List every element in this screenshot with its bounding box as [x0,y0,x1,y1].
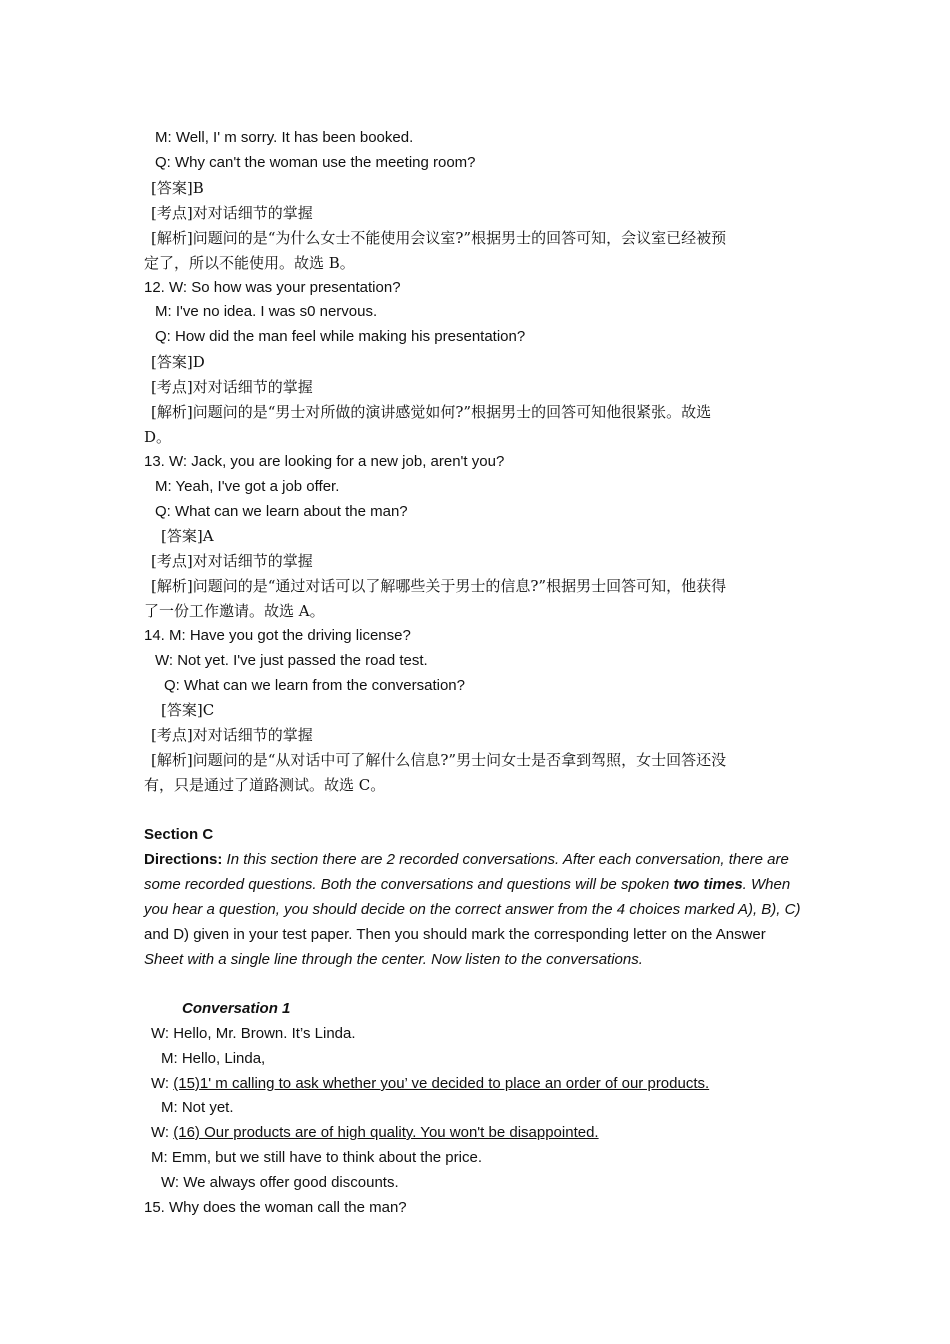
analysis-line: [解析]问题问的是“通过对话可以了解哪些关于男士的信息?”根据男士回答可知，他获得 [151,577,727,595]
dialogue-line: M: Yeah, I've got a job offer. [155,478,340,495]
answer-line: [答案]C [161,701,215,719]
question-line: Q: What can we learn about the man? [155,503,408,520]
dialogue-line: M: Emm, but we still have to think about the price. [151,1149,482,1166]
dialogue-line: M: I've no idea. I was s0 nervous. [155,303,378,320]
answer-line: [答案]A [161,527,214,545]
directions-line [144,875,808,895]
answer-line: [答案]B [151,179,204,197]
speaker-label: W: [151,1075,174,1092]
key-point-line: [考点]对对话细节的掌握 [151,726,313,744]
directions-line: Sheet with a single line through the center. Now listen to the conversations. [144,951,643,968]
answer-line: [答案]D [151,353,205,371]
item-13-dialogue: 13. W: Jack, you are looking for a new job, aren't you? [144,453,505,470]
directions-label: Directions: [144,851,223,868]
dialogue-line: M: Not yet. [161,1099,234,1116]
analysis-line-cont: 定了，所以不能使用。故选 B。 [144,254,355,272]
dialogue-line: M: Hello, Linda, [161,1050,266,1067]
conversation-title: Conversation 1 [182,1000,291,1017]
analysis-line-cont: 有，只是通过了道路测试。故选 C。 [144,776,386,794]
question-15: 15. Why does the woman call the man? [144,1199,407,1216]
directions-text: . When [742,876,791,893]
dialogue-line [151,1074,815,1094]
analysis-line: [解析]问题问的是“从对话中可了解什么信息?”男士问女士是否拿到驾照，女士回答还没 [151,751,727,769]
dialogue-line: W: Hello, Mr. Brown. It’s Linda. [151,1025,356,1042]
directions-line: and D) given in your test paper. Then you should mark the corresponding letter on the Answer [144,926,766,943]
dialogue-line: M: Well, I' m sorry. It has been booked. [155,129,414,146]
key-point-line: [考点]对对话细节的掌握 [151,552,313,570]
directions-text: some recorded questions. Both the conversations and questions will be spoken [144,876,674,893]
dialogue-line: W: Not yet. I've just passed the road test. [155,652,428,669]
speaker-label: W: [151,1124,174,1141]
item-12-dialogue: 12. W: So how was your presentation? [144,279,401,296]
dialogue-line: W: We always offer good discounts. [161,1174,399,1191]
analysis-line-cont: D。 [144,428,172,446]
key-point-line: [考点]对对话细节的掌握 [151,204,313,222]
question-line: Q: What can we learn from the conversation? [164,677,465,694]
emphasis-text: two times [673,876,743,893]
section-title: Section C [144,826,214,843]
underlined-answer-15: (15)1' m calling to ask whether you’ ve decided to place an order of our products. [173,1075,710,1092]
directions-line [144,850,808,870]
question-line: Q: Why can't the woman use the meeting room? [155,154,476,171]
underlined-answer-16: (16) Our products are of high quality. You won't be disappointed. [173,1124,599,1141]
key-point-line: [考点]对对话细节的掌握 [151,378,313,396]
question-line: Q: How did the man feel while making his presentation? [155,328,526,345]
item-14-dialogue: 14. M: Have you got the driving license? [144,627,411,644]
directions-line: you hear a question, you should decide on the correct answer from the 4 choices marked A), B), C) [144,901,801,918]
analysis-line: [解析]问题问的是“男士对所做的演讲感觉如何?”根据男士的回答可知他很紧张。故选 [151,403,712,421]
analysis-line-cont: 了一份工作邀请。故选 A。 [144,602,325,620]
dialogue-line [151,1123,815,1143]
directions-text: In this section there are 2 recorded conversations. After each conversation, there are [226,851,789,868]
analysis-line: [解析]问题问的是“为什么女士不能使用会议室?”根据男士的回答可知，会议室已经被预 [151,229,727,247]
